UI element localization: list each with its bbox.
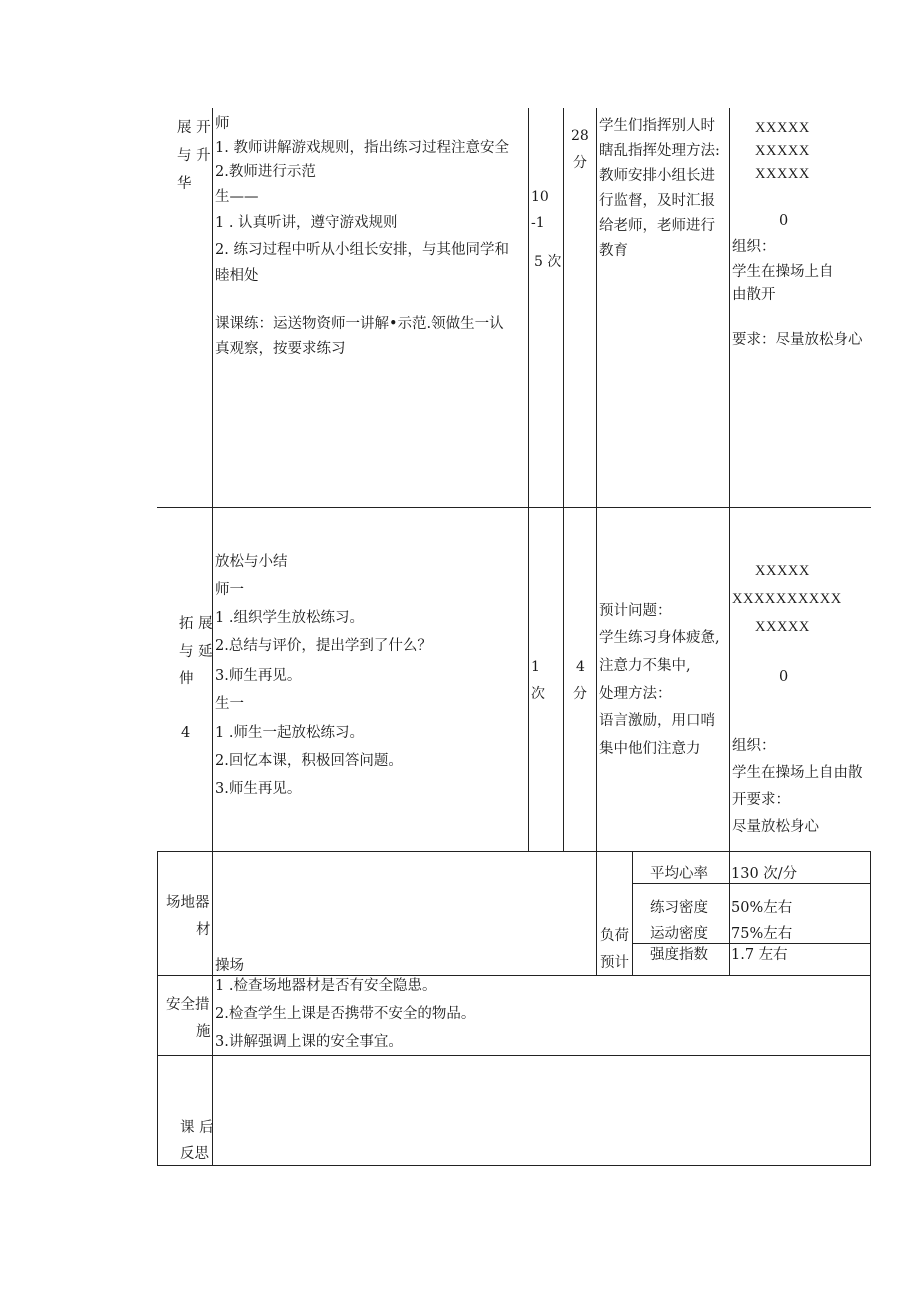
content-line: 生—— bbox=[215, 189, 259, 205]
safety-label: 安全措 bbox=[166, 997, 210, 1013]
safety-line: 2.检查学生上课是否携带不安全的物品。 bbox=[215, 1006, 476, 1022]
content-line: 师 bbox=[215, 116, 230, 132]
formation-center: 0 bbox=[779, 669, 789, 685]
grid-line bbox=[563, 108, 564, 851]
metric-value: 1.7 左右 bbox=[731, 947, 788, 963]
content-line: 2. 练习过程中听从小组长安排，与其他同学和 bbox=[215, 242, 509, 258]
organization-line: 组织： bbox=[732, 738, 776, 754]
count-value: -1 bbox=[531, 215, 545, 231]
grid-line bbox=[212, 108, 213, 1166]
stage-label: 华 bbox=[177, 176, 192, 192]
content-line: 师一 bbox=[215, 582, 244, 598]
organization-line: 开要求： bbox=[732, 792, 790, 808]
formation-line: XXXXX bbox=[755, 143, 810, 159]
content-line: 1. 教师讲解游戏规则，指出练习过程注意安全 bbox=[215, 140, 509, 156]
content-line: 2.教师进行示范 bbox=[215, 164, 316, 180]
handling-line: 教育 bbox=[599, 243, 628, 259]
metric-name: 运动密度 bbox=[650, 926, 708, 942]
stage-label: 展 开 bbox=[177, 120, 211, 136]
load-label: 预计 bbox=[600, 955, 629, 971]
time-value: 分 bbox=[573, 686, 587, 702]
handling-line: 语言激励，用口哨 bbox=[599, 713, 715, 729]
handling-line: 处理方法： bbox=[599, 686, 672, 702]
grid-line bbox=[870, 851, 871, 1166]
content-line: 3.师生再见。 bbox=[215, 668, 302, 684]
handling-line: 学生练习身体疲惫, bbox=[599, 630, 720, 646]
content-line: 睦相处 bbox=[215, 268, 259, 284]
organization-line: 要求：尽量放松身心 bbox=[732, 332, 863, 348]
grid-line bbox=[157, 851, 871, 852]
formation-line: XXXXXXXXXX bbox=[732, 591, 842, 607]
safety-line: 1 .检查场地器材是否有安全隐患。 bbox=[215, 978, 437, 994]
content-line: 1 .师生一起放松练习。 bbox=[215, 725, 364, 741]
count-value: 次 bbox=[531, 686, 545, 702]
metric-name: 练习密度 bbox=[650, 900, 708, 916]
handling-line: 集中他们注意力 bbox=[599, 741, 701, 757]
safety-line: 3.讲解强调上课的安全事宜。 bbox=[215, 1034, 403, 1050]
metric-name: 平均心率 bbox=[650, 866, 708, 882]
stage-label: 与 升 bbox=[177, 148, 211, 164]
organization-line: 尽量放松身心 bbox=[732, 819, 819, 835]
organization-line: 学生在操场上自 bbox=[732, 264, 834, 280]
formation-line: XXXXX bbox=[755, 120, 810, 136]
metric-value: 50%左右 bbox=[731, 900, 793, 916]
content-line: 2.总结与评价，提出学到了什么？ bbox=[215, 638, 432, 654]
metric-value: 130 次/分 bbox=[731, 866, 798, 882]
stage-label: 4 bbox=[181, 725, 191, 741]
formation-center: 0 bbox=[779, 213, 789, 229]
safety-label: 施 bbox=[196, 1024, 211, 1040]
grid-line bbox=[596, 108, 597, 976]
content-line: 1 .组织学生放松练习。 bbox=[215, 610, 364, 626]
content-line: 生一 bbox=[215, 696, 244, 712]
venue-label: 场地器 bbox=[166, 895, 210, 911]
metric-name: 强度指数 bbox=[650, 947, 708, 963]
grid-line bbox=[632, 851, 633, 976]
organization-line: 学生在操场上自由散 bbox=[732, 765, 863, 781]
time-value: 分 bbox=[573, 155, 587, 171]
reflection-label: 反思 bbox=[180, 1146, 209, 1162]
handling-line: 注意力不集中, bbox=[599, 658, 691, 674]
handling-line: 行监督，及时汇报 bbox=[599, 193, 715, 209]
handling-line: 教师安排小组长进 bbox=[599, 168, 715, 184]
formation-line: XXXXX bbox=[755, 166, 810, 182]
content-line: 真观察，按要求练习 bbox=[215, 341, 346, 357]
stage-label: 伸 bbox=[179, 671, 194, 687]
handling-line: 学生们指挥别人时 bbox=[599, 118, 715, 134]
reflection-label: 课 后 bbox=[180, 1120, 214, 1136]
grid-line bbox=[157, 507, 871, 508]
handling-line: 给老师，老师进行 bbox=[599, 218, 715, 234]
venue-label: 材 bbox=[196, 922, 211, 938]
time-value: 4 bbox=[576, 659, 585, 675]
content-line: 3.师生再见。 bbox=[215, 781, 302, 797]
count-value: 1 bbox=[531, 659, 540, 675]
content-line: 1 . 认真听讲，遵守游戏规则 bbox=[215, 215, 398, 231]
content-line: 2.回忆本课，积极回答问题。 bbox=[215, 753, 403, 769]
formation-line: XXXXX bbox=[755, 563, 810, 579]
grid-line bbox=[157, 851, 158, 1166]
load-label: 负荷 bbox=[600, 928, 629, 944]
formation-line: XXXXX bbox=[755, 619, 810, 635]
venue-value: 操场 bbox=[215, 958, 244, 974]
handling-line: 预计问题： bbox=[599, 603, 672, 619]
organization-line: 组织： bbox=[732, 239, 776, 255]
stage-label: 拓 展 bbox=[179, 616, 213, 632]
organization-line: 由散开 bbox=[732, 287, 776, 303]
content-line: 放松与小结 bbox=[215, 554, 288, 570]
grid-line bbox=[528, 108, 529, 851]
count-value: 10 bbox=[531, 189, 549, 205]
content-line: 课课练：运送物资师一讲解•示范.领做生一认 bbox=[215, 316, 504, 332]
metric-value: 75%左右 bbox=[731, 926, 793, 942]
grid-line bbox=[157, 1055, 871, 1056]
handling-line: 瞎乱指挥处理方法: bbox=[599, 143, 720, 159]
count-value: 5 次 bbox=[534, 254, 562, 270]
time-value: 28 bbox=[571, 128, 589, 144]
stage-label: 与 延 bbox=[179, 644, 213, 660]
grid-line bbox=[157, 1165, 871, 1166]
grid-line bbox=[729, 108, 730, 976]
